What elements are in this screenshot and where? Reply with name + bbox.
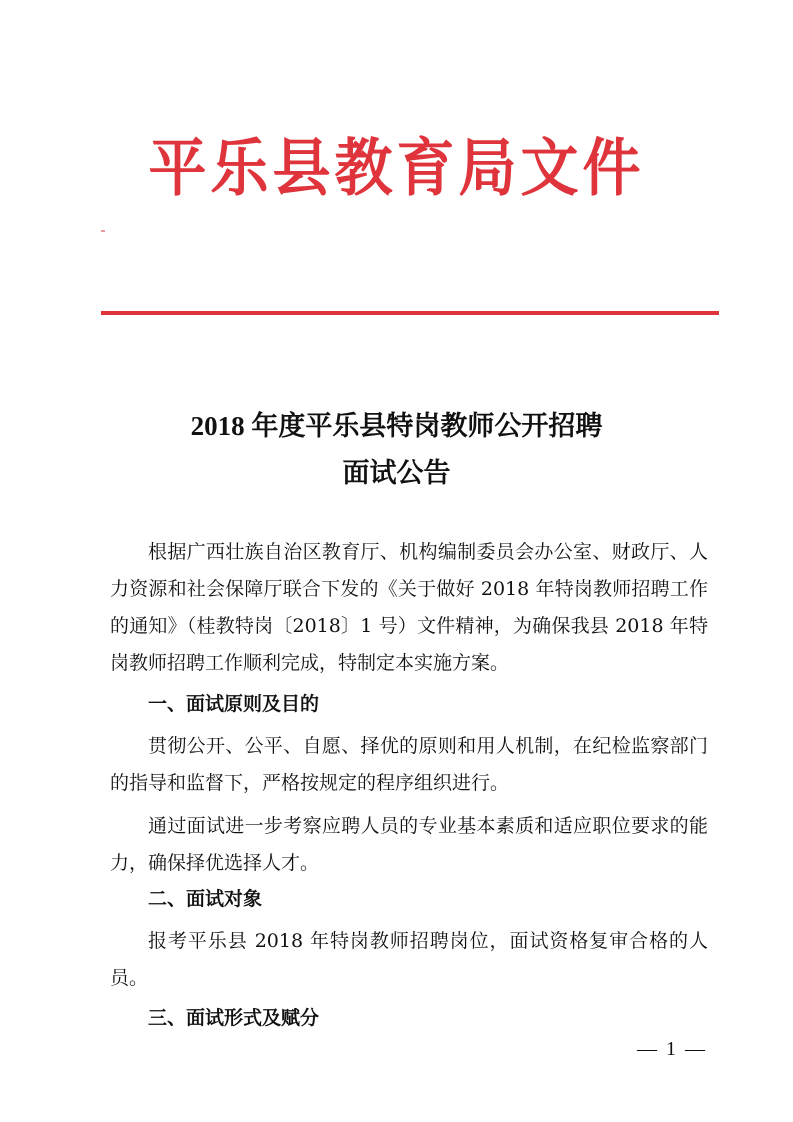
section-1-heading: 一、面试原则及目的 — [148, 693, 320, 715]
paragraph-purpose: 通过面试进一步考察应聘人员的专业基本素质和适应职位要求的能力，确保择优选择人才。 — [110, 815, 708, 874]
page-number: — 1 — — [637, 1038, 707, 1060]
section-2-heading: 二、面试对象 — [148, 888, 263, 910]
section-3-heading: 三、面试形式及赋分 — [148, 1007, 320, 1029]
org-header-title: 平乐县教育局文件 — [148, 131, 645, 205]
paragraph-principles: 贯彻公开、公平、自愿、择优的原则和用人机制，在纪检监察部门的指导和监督下，严格按规定的程序组织进行。 — [110, 735, 708, 794]
paragraph-candidates: 报考平乐县 2018 年特岗教师招聘岗位，面试资格复审合格的人员。 — [110, 930, 708, 989]
document-title-line-2: 面试公告 — [342, 458, 451, 488]
paragraph-intro: 根据广西壮族自治区教育厅、机构编制委员会办公室、财政厅、人力资源和社会保障厅联合下发的《关于做好 2018 年特岗教师招聘工作的通知》（桂教特岗〔2018〕1 号）文件精神，为确保我县 2018 年特岗教师招聘工作顺利完成，特制定本实施方案。 — [110, 541, 708, 674]
scan-speck — [101, 230, 105, 232]
document-title-line-1: 2018 年度平乐县特岗教师公开招聘 — [190, 411, 603, 441]
red-divider-line — [101, 311, 719, 315]
